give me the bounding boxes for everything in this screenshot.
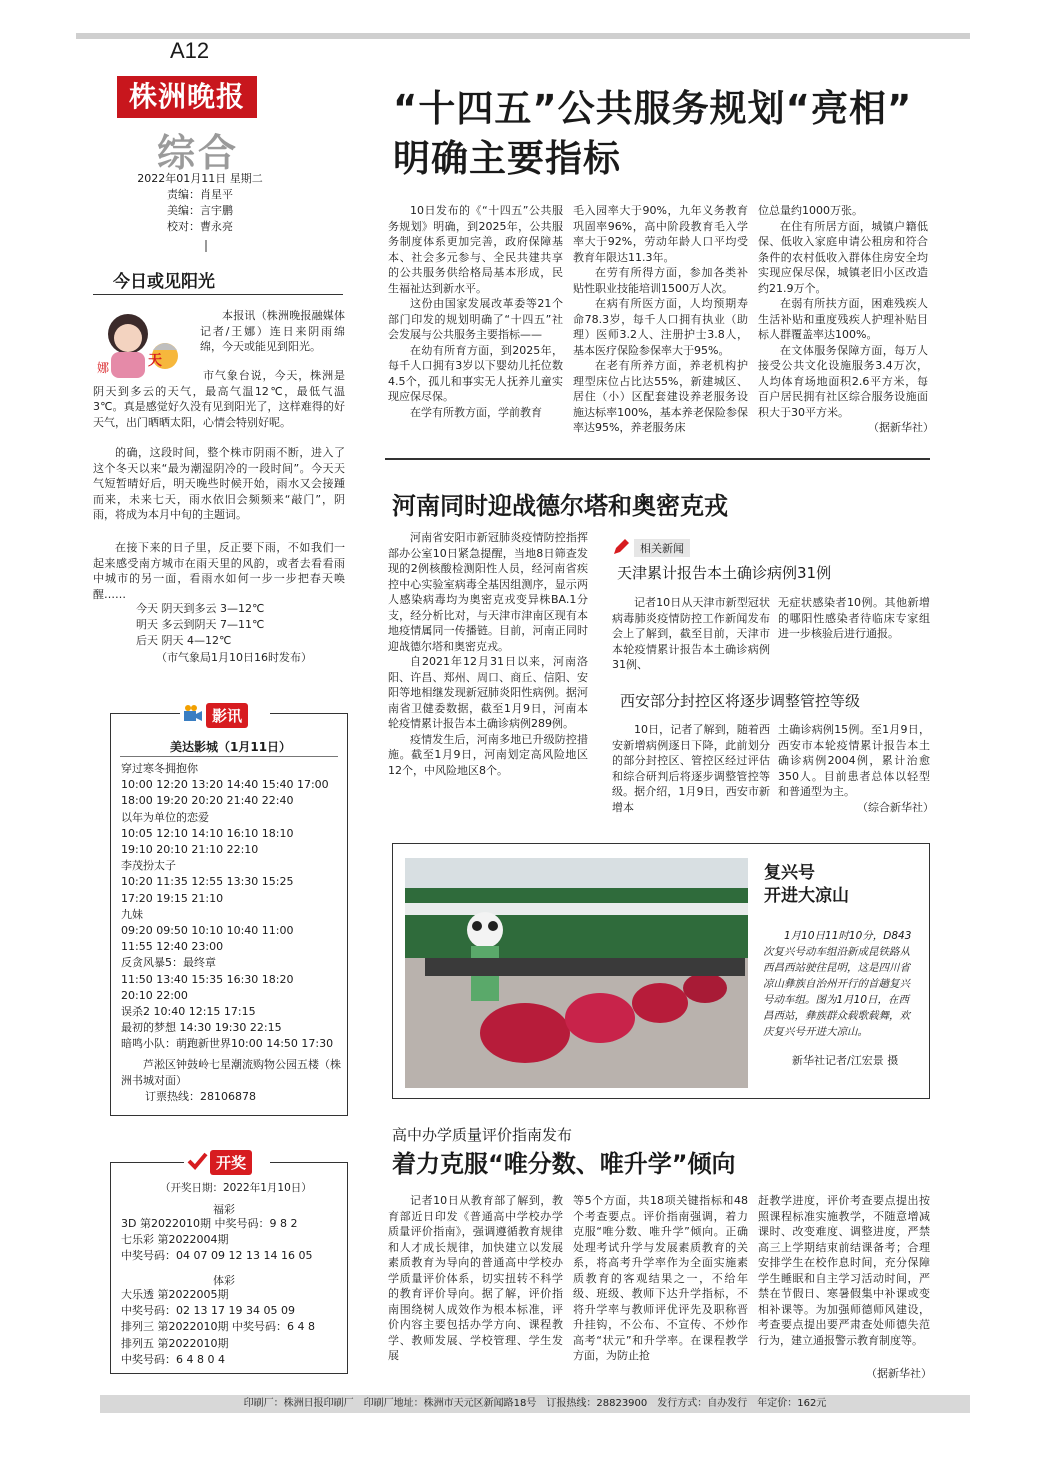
weather-paragraph: 市气象台说，今天，株洲是阴天到多云的天气，最高气温12℃，最低气温3℃。真是感觉好久没有见到阳光了，这样难得的好天气，出门晒晒太阳，心情会特别好呢。 (93, 369, 345, 429)
showtime-line: 10:00 12:20 13:20 14:40 15:40 17:00 (121, 778, 329, 792)
ticai-results (121, 1287, 346, 1368)
article1-paragraph: 在劳有所得方面，参加各类补贴性职业技能培训1500万人次。 (573, 266, 748, 295)
cinema-tag (180, 701, 270, 727)
weather-paragraph: 在接下来的日子里，反正要下雨，不如我们一起来感受南方城市在雨天里的风韵，或者去看看雨中城市的另一面，看雨水如何一步一步把春天唤醒…… (93, 541, 345, 601)
showtimes-list (121, 761, 346, 1053)
article1-paragraph: 毛入园率大于90%，九年义务教育巩固率96%，高中阶段教育毛入学率大于92%，劳动年龄人口平均受教育年限达11.3年。 (573, 204, 748, 264)
page-number: A12 (170, 38, 210, 63)
sub2-headline: 西安部分封控区将逐步调整管控等级 (620, 692, 861, 710)
article2-body (388, 530, 588, 778)
article1-source: （据新华社） (868, 421, 934, 434)
showtime-line: 暗鸣小队：萌跑新世界10:00 14:50 17:30 (121, 1037, 334, 1051)
top-rule (76, 33, 970, 39)
photo-news-title-line1: 复兴号 (764, 863, 815, 883)
showtime-line: 20:10 22:00 (121, 988, 188, 1002)
lottery-tag (184, 1148, 270, 1174)
sub1-column-1: 记者10日从天津市新型冠状病毒肺炎疫情防控工作新闻发布会上了解到，截至目前，天津市本轮疫情累计报告本土确诊病例31例、 (612, 596, 770, 671)
article2-paragraph: 自2021年12月31日以来，河南洛阳、许昌、郑州、周口、商丘、信阳、安阳等地相继发现新冠肺炎阳性病例。据河南省卫健委数据，截至1月9日，河南本轮疫情累计报告本土确诊病例289例。 (388, 655, 588, 730)
article1-paragraph: 在学有所教方面，学前教育 (410, 405, 542, 419)
lottery-line: 中奖号码：04 07 09 12 13 14 16 05 (121, 1249, 313, 1263)
weather-paragraph: 的确，这段时间，整个株市阴雨不断，进入了这个冬天以来“最为潮湿阴冷的一段时间”。今天天气短暂晴好后，明天晚些时候开始，雨水又会接踵而来，未来七天，雨水依旧会频频来“敲门”，阴雨，将成为本月中旬的主题词。 (93, 446, 345, 521)
lottery-line: 3D 第2022010期 中奖号码：9 8 2 (121, 1217, 298, 1230)
showtime-line: 11:50 13:40 15:35 16:30 18:20 (121, 972, 294, 986)
lottery-tag-label: 开奖 (210, 1150, 252, 1175)
cinema-name: 美达影城（1月11日） (170, 740, 292, 754)
proofreader-credit: 校对：曹永亮 (167, 220, 233, 233)
article2-source: （综合新华社） (857, 801, 934, 814)
weather-paragraph: 本报讯（株洲晚报融媒体记者/王娜）连日来阴雨绵绵，今天或能见到阳光。 (200, 309, 345, 353)
article1-paragraph: 在弱有所扶方面，困难残疾人生活补贴和重度残疾人护理补贴目标人群覆盖率达100%。 (758, 297, 928, 341)
showtime-line: 误杀2 10:40 12:15 17:15 (121, 1005, 256, 1019)
sub1-headline: 天津累计报告本土确诊病例31例 (617, 564, 832, 582)
avatar-label: 天 (148, 353, 162, 369)
showtime-line: 九妹 (121, 907, 143, 921)
forecast-day-after: 后天 阴天 4—12℃ (136, 634, 232, 647)
related-news-tag (612, 538, 692, 556)
lottery-line: 排列五 第2022010期 (121, 1336, 229, 1350)
showtime-line: 11:55 12:40 23:00 (121, 940, 224, 954)
article2-headline: 河南同时迎战德尔塔和奥密克戎 (392, 492, 728, 520)
article1-paragraph: 位总量约1000万张。 (758, 204, 863, 217)
divider (120, 756, 338, 757)
showtime-line: 以年为单位的恋爱 (121, 810, 209, 824)
lottery-line: 中奖号码：02 13 17 19 34 05 09 (121, 1304, 295, 1318)
showtime-line: 穿过寒冬拥抱你 (121, 762, 198, 775)
showtime-line: 17:20 19:15 21:10 (121, 891, 224, 905)
article2-paragraph: 河南省安阳市新冠肺炎疫情防控指挥部办公室10日紧急提醒，当地8日筛查发现的2例核酸检测阳性人员，经河南省疾控中心实验室病毒全基因组测序，显示两人感染病毒均为奥密克戎变异株BA.1分支，经分析比对，与天津市津南区现有本地疫情属同一传播链。目前，河南正同时迎战德尔塔和奥密克戎。 (388, 531, 588, 653)
sub1-column-2: 无症状感染者10例。其他新增的哪阳性感染者待临床专家组进一步核验后进行通报。 (778, 596, 930, 640)
cinema-hotline: 订票热线：28106878 (145, 1090, 256, 1103)
lottery-line: 七乐彩 第2022004期 (121, 1233, 229, 1247)
article3-column-3: 赶教学进度，评价考查要点提出按照课程标准实施教学，不随意增减课时、改变难度、调整进度，严禁高三上学期结束前结课备考；合理安排学生在校作息时间，充分保障学生睡眠和自主学习活动时间，严禁在节假日、寒暑假集中补课或变相补课等。为加强师德师风建设，考查要点提出要严肃查处师德失范行为，建立通报警示教育制度等。 (758, 1194, 930, 1347)
fucai-results (121, 1216, 346, 1265)
photo-news-title-line2: 开进大凉山 (764, 886, 849, 906)
sub2-column-1: 10日，记者了解到，随着西安新增病例逐日下降，此前划分的部分封控区、管控区经过评估和综合研判后将逐步调整管控等级。据介绍，1月9日，西安市新增本 (612, 723, 770, 814)
svg-text:娜: 娜 (97, 361, 110, 375)
checkmark-icon (186, 1150, 208, 1172)
article1-column-2 (573, 203, 748, 436)
showtime-line: 19:10 20:10 21:10 22:10 (121, 843, 259, 857)
cinema-address: 芦淞区钟鼓岭七星潮流购物公园五楼（株洲书城对面） (121, 1058, 341, 1087)
cinema-tag-label: 影讯 (206, 703, 248, 728)
article1-paragraph: 在住有所居方面，城镇户籍低保、低收入家庭申请公租房和符合条件的农村低收入群体住房安全均实现应保尽保，城镇老旧小区改造约21.9万个。 (758, 219, 928, 295)
article3-headline: 着力克服“唯分数、唯升学”倾向 (392, 1150, 736, 1178)
lottery-line: 大乐透 第2022005期 (121, 1288, 229, 1301)
print-footer: 印刷厂：株洲日报印刷厂 印刷厂地址：株洲市天元区新闻路18号 订报热线：28823900 发行方式：自办发行 年定价：162元 (100, 1395, 970, 1413)
showtime-line: 李茂扮太子 (121, 859, 176, 873)
forecast-tomorrow: 明天 多云到阴天 7—11℃ (136, 618, 265, 631)
issue-date: 2022年01月11日 星期二 (137, 172, 263, 185)
article1-headline (393, 84, 953, 184)
article1-paragraph: 在幼有所育方面，到2025年，每千人口拥有3岁以下婴幼儿托位数4.5个，孤儿和事实无人抚养儿童实现应保尽保。 (388, 343, 563, 403)
news-photo (405, 858, 748, 1088)
film-camera-icon (182, 703, 204, 725)
article3-column-2: 等5个方面，共18项关键指标和48个考查要点。评价指南强调，着力克服“唯分数、唯升学”倾向。正确处理考试升学与发展素质教育的关系，将高考升学率作为全面实施素质教育的客观结果之一，不给年级、班级、教师下达升学指标，不将升学率与教师评优评先及职称晋升挂钩，不公布、不宣传、不炒作高考“状元”和升学率。在课程教学方面，为防止抢 (573, 1194, 748, 1362)
article1-paragraph: 在老有所养方面，养老机构护理型床位占比达55%，新建城区、居住（小）区配套建设养老服务设施达标率100%，基本养老保险参保率达95%，养老服务床 (573, 359, 748, 434)
article3-column-1: 记者10日从教育部了解到，教育部近日印发《普通高中学校办学质量评价指南》，强调遵循教育规律和人才成长规律，加快建立以发展素质教育为导向的普通高中学校办学质量评价体系，切实扭转不科学的教育评价导向。据了解，评价指南围绕树人成效作为根本标准，评价内容主要包括办学方向、课程教学、教师发展、学校管理、学生发展 (388, 1194, 563, 1362)
showtime-line: 18:00 19:20 20:20 21:40 22:40 (121, 794, 294, 808)
forecast-source: （市气象局1月10日16时发布） (156, 651, 312, 664)
divider (385, 458, 930, 460)
article1-paragraph: 在文体服务保障方面，每万人接受公共文化设施服务3.4万次，人均体育场地面积2.6平方米，每百户居民拥有社区综合服务设施面积大于30平方米。 (758, 343, 928, 419)
article3-kicker: 高中办学质量评价指南发布 (392, 1126, 573, 1144)
article1-paragraph: 这份由国家发展改革委等21个部门印发的规划明确了“十四五”社会发展与公共服务主要指标—— (388, 297, 563, 341)
showtime-line: 10:05 12:10 14:10 16:10 18:10 (121, 826, 294, 840)
article3-source: （据新华社） (866, 1367, 932, 1380)
related-news-label: 相关新闻 (634, 539, 690, 557)
forecast-today: 今天 阴天到多云 3—12℃ (136, 602, 265, 615)
showtime-line: 09:20 09:50 10:10 10:40 11:00 (121, 924, 294, 938)
train-crowd-photo (405, 858, 748, 1088)
article1-paragraph: 在病有所医方面，人均预期寿命78.3岁，每千人口拥有执业（助理）医师3.2人、注册护士3.8人，基本医疗保险参保率大于95%。 (573, 297, 748, 357)
article1-headline-line2: 明确主要指标 (393, 137, 621, 180)
divider (205, 240, 207, 252)
divider (93, 294, 343, 295)
editor-credit: 责编：肖星平 (167, 188, 233, 201)
fucai-title: 福彩 (213, 1203, 235, 1216)
photo-caption: 1月10日11时10分，D843次复兴号动车组沿新成昆铁路从西昌西站驶往昆明，这是四川省凉山彝族自治州开行的首趟复兴号动车组。图为1月10日，在西昌西站，彝族群众载歌载舞，欢庆复兴号开进大凉山。 (763, 930, 912, 1038)
photo-news-title (764, 862, 849, 908)
showtime-line: 最初的梦想 14:30 19:30 22:15 (121, 1021, 282, 1035)
showtime-line: 反贪风暴5：最终章 (121, 956, 216, 970)
weather-title: 今日或见阳光 (113, 272, 215, 292)
article1-column-3 (758, 203, 928, 420)
article2-paragraph: 疫情发生后，河南多地已升级防控措施。截至1月9日，河南划定高风险地区12个，中风险地区8个。 (388, 732, 588, 777)
pencil-icon (612, 538, 630, 556)
article1-column-1 (388, 203, 563, 420)
ticai-title: 体彩 (213, 1274, 235, 1287)
lottery-date: （开奖日期：2022年1月10日） (160, 1182, 312, 1194)
lottery-line: 排列三 第2022010期 中奖号码：6 4 8 (121, 1320, 315, 1334)
article1-headline-line1: “十四五”公共服务规划“亮相” (393, 87, 913, 130)
lottery-line: 中奖号码：6 4 8 0 4 (121, 1352, 225, 1366)
photo-credit: 新华社记者/江宏景 摄 (792, 1054, 899, 1067)
section-title: 综合 (157, 130, 240, 175)
newspaper-logo: 株洲晚报 (117, 76, 257, 118)
showtime-line: 10:20 11:35 12:55 13:30 15:25 (121, 875, 294, 889)
article1-paragraph: 10日发布的《“十四五”公共服务规划》明确，到2025年，公共服务制度体系更加完善，政府保障基本、社会多元参与、全民共建共享的公共服务供给格局基本形成，民生福祉达到新水平。 (388, 204, 563, 295)
sub2-column-2: 土确诊病例15例。至1月9日，西安市本轮疫情累计报告本土确诊病例2004例，累计治愈350人。目前患者总体以轻型和普通型为主。 (778, 723, 930, 798)
art-editor-credit: 美编：言宇鹏 (167, 204, 233, 217)
